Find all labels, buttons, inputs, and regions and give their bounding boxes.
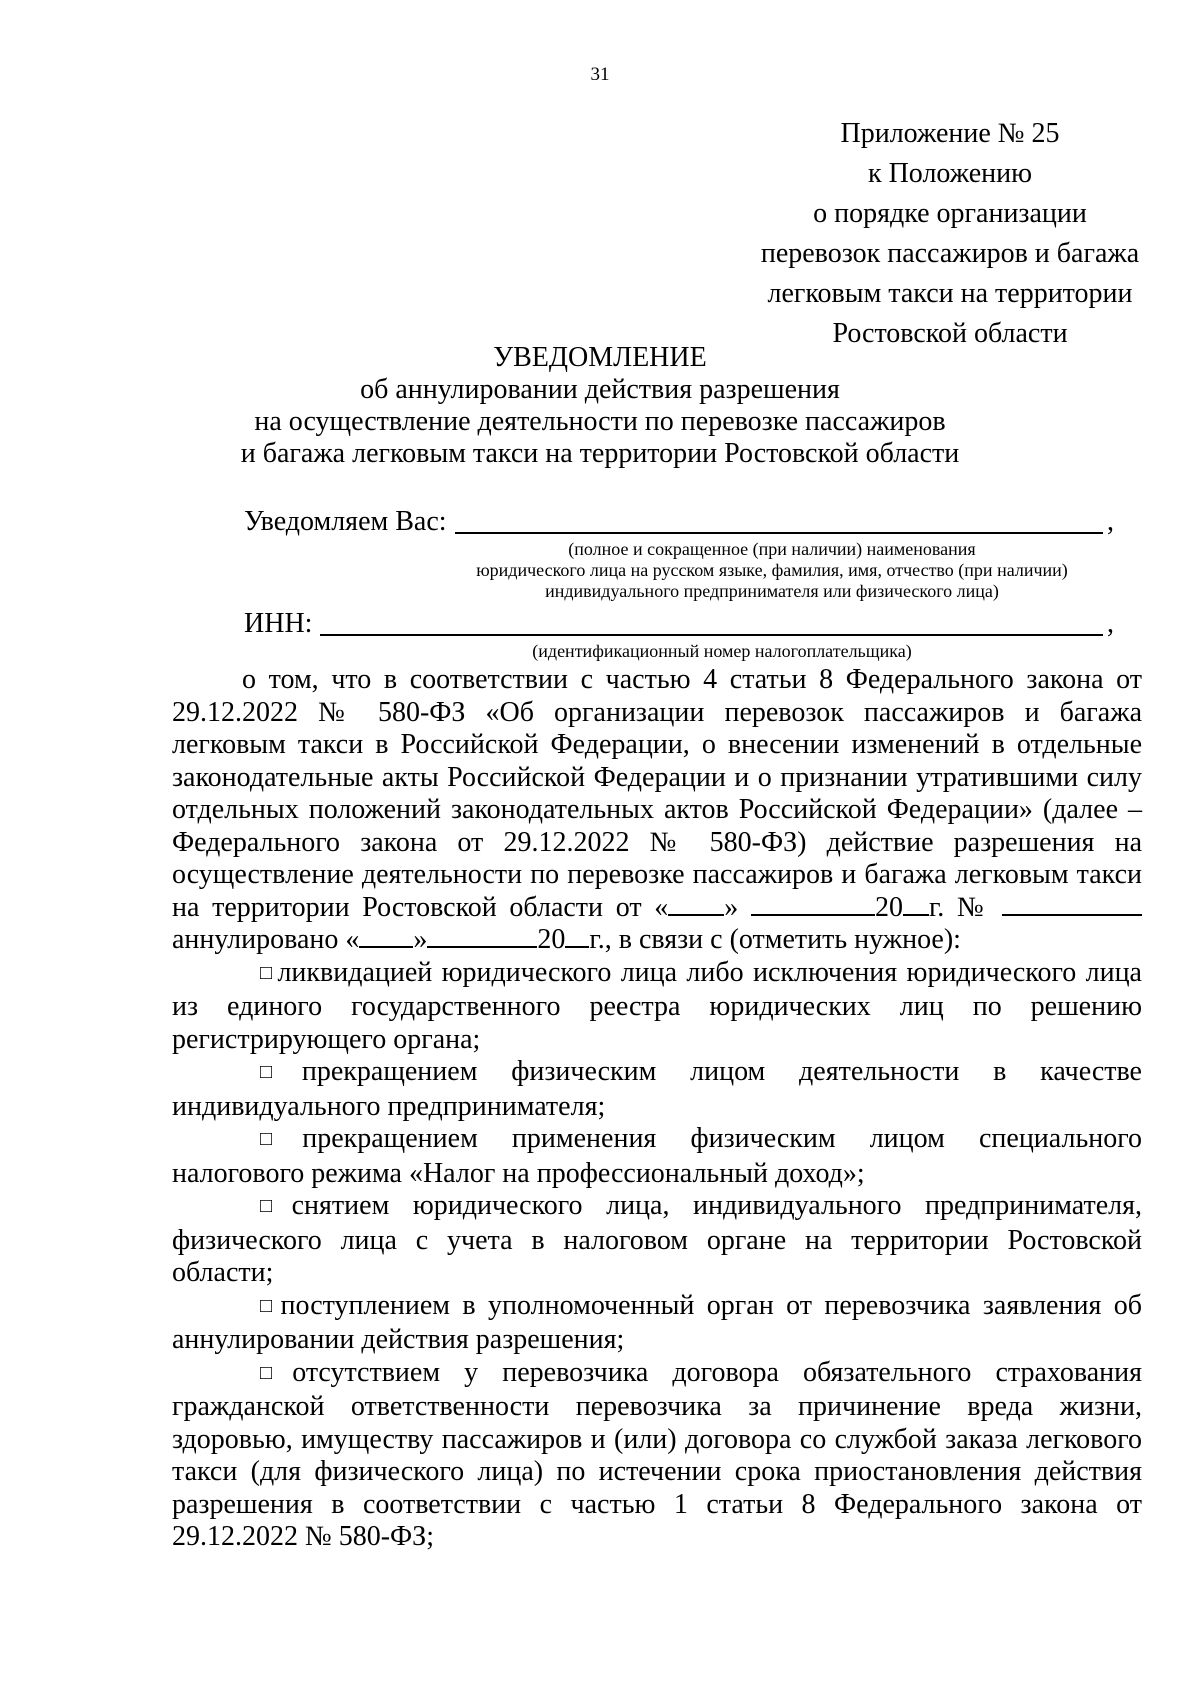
option-text: прекращением физическим лицом деятельности в качестве индивидуального предпринимателя;	[172, 1056, 1142, 1122]
inn-note: (идентификационный номер налогоплательщика)	[532, 641, 912, 661]
annul-year-field[interactable]	[565, 924, 589, 948]
inn-label: ИНН:	[244, 608, 313, 639]
option-text: поступлением в уполномоченный орган от перевозчика заявления об аннулировании действия разрешения;	[172, 1289, 1142, 1355]
option-paragraph	[172, 1290, 1142, 1357]
option-paragraph	[172, 1357, 1142, 1554]
document-title	[0, 342, 1200, 470]
appendix-line: к Положению	[867, 158, 1033, 189]
checkbox-icon[interactable]: □	[260, 1361, 290, 1384]
option-paragraph	[172, 957, 1142, 1057]
intro-paragraph: о том, что в соответствии с частью 4 статьи 8 Федерального закона от 29.12.2022 № 580-ФЗ «Об организации перевозок пассажиров и багажа легковым такси в Российской Федерации, о внесении изменений в отдельные законодательные акты Российской Федерации и о признании утратившими силу отдельных положений законодательных актов Российской Федерации» (далее – Федерального закона от 29.12.2022 № 580-ФЗ) действие разрешения на осуществление деятельности по перевозке пассажиров и багажа легковым такси на территории Ростовской области от « » 20 г. № аннулировано « » 20 г., в связи с (отметить нужное):	[172, 664, 1142, 955]
inn-comma: ,	[1107, 608, 1114, 639]
option-paragraph	[172, 1190, 1142, 1290]
document-body	[172, 664, 1142, 1554]
note-line: (полное и сокращенное (при наличии) наименования	[568, 539, 976, 559]
checkbox-icon[interactable]: □	[260, 1195, 289, 1217]
checkbox-icon[interactable]: □	[260, 1061, 299, 1083]
note-line: юридического лица на русском языке, фамилия, имя, отчество (при наличии)	[476, 560, 1068, 580]
option-text: снятием юридического лица, индивидуального предпринимателя, физического лица с учета в налоговом органе на территории Ростовской области;	[172, 1190, 1142, 1288]
recipient-note	[422, 539, 1122, 602]
appendix-line: перевозок пассажиров и багажа	[760, 238, 1140, 269]
page-number: 31	[590, 64, 610, 85]
notify-row	[244, 506, 1114, 538]
permit-year-field[interactable]	[903, 892, 929, 916]
appendix-line: легковым такси на территории	[767, 278, 1133, 309]
title-heading: УВЕДОМЛЕНИЕ	[493, 342, 707, 373]
recipient-name-field[interactable]	[455, 508, 1103, 534]
intro-text: о том, что в соответствии с частью 4 статьи 8 Федерального закона от 29.12.2022 № 580-ФЗ «Об организации перевозок пассажиров и багажа легковым такси в Российской Федерации, о внесении изменений в отдельные законодательные акты Российской Федерации и о признании утратившими силу отдельных положений законодательных актов Российской Федерации» (далее – Федерального закона от 29.12.2022 № 580-ФЗ) действие разрешения на осуществление деятельности по перевозке пассажиров и багажа легковым такси на территории Ростовской области от	[172, 664, 1142, 923]
permit-day-field[interactable]	[668, 892, 724, 916]
option-text: отсутствием у перевозчика договора обязательного страхования гражданской ответственности перевозчика за причинение вреда жизни, здоровью, имуществу пассажиров и (или) договора со службой заказа легкового такси (для физического лица) по истечении срока приостановления действия разрешения в соответствии с частью 1 статьи 8 Федерального закона от 29.12.2022 № 580-ФЗ;	[172, 1356, 1142, 1552]
inn-row	[244, 608, 1114, 640]
annul-month-field[interactable]	[427, 924, 537, 948]
permit-number-field[interactable]	[1002, 892, 1142, 916]
title-line: на осуществление деятельности по перевозке пассажиров	[254, 406, 946, 437]
appendix-block	[740, 114, 1160, 354]
checkbox-icon[interactable]: □	[260, 961, 275, 984]
notify-label: Уведомляем Вас:	[244, 506, 447, 537]
option-paragraph	[172, 1056, 1142, 1123]
annul-day-field[interactable]	[359, 924, 413, 948]
option-text: ликвидацией юридического лица либо исключения юридического лица из единого государственного реестра юридических лиц по решению регистрирующего органа;	[172, 956, 1142, 1055]
inn-field[interactable]	[320, 610, 1103, 636]
title-line: об аннулировании действия разрешения	[360, 374, 840, 405]
permit-month-field[interactable]	[751, 892, 875, 916]
checkbox-icon[interactable]: □	[260, 1128, 300, 1150]
appendix-line: Ростовской области	[832, 318, 1068, 349]
notify-comma: ,	[1107, 506, 1114, 537]
appendix-line: Приложение № 25	[840, 118, 1060, 149]
appendix-line: о порядке организации	[813, 198, 1087, 229]
option-paragraph	[172, 1123, 1142, 1190]
note-line: индивидуального предпринимателя или физического лица)	[545, 581, 999, 601]
option-text: прекращением применения физическим лицом специального налогового режима «Налог на профессиональный доход»;	[172, 1123, 1142, 1189]
checkbox-icon[interactable]: □	[260, 1294, 278, 1317]
title-line: и багажа легковым такси на территории Ростовской области	[240, 438, 960, 469]
